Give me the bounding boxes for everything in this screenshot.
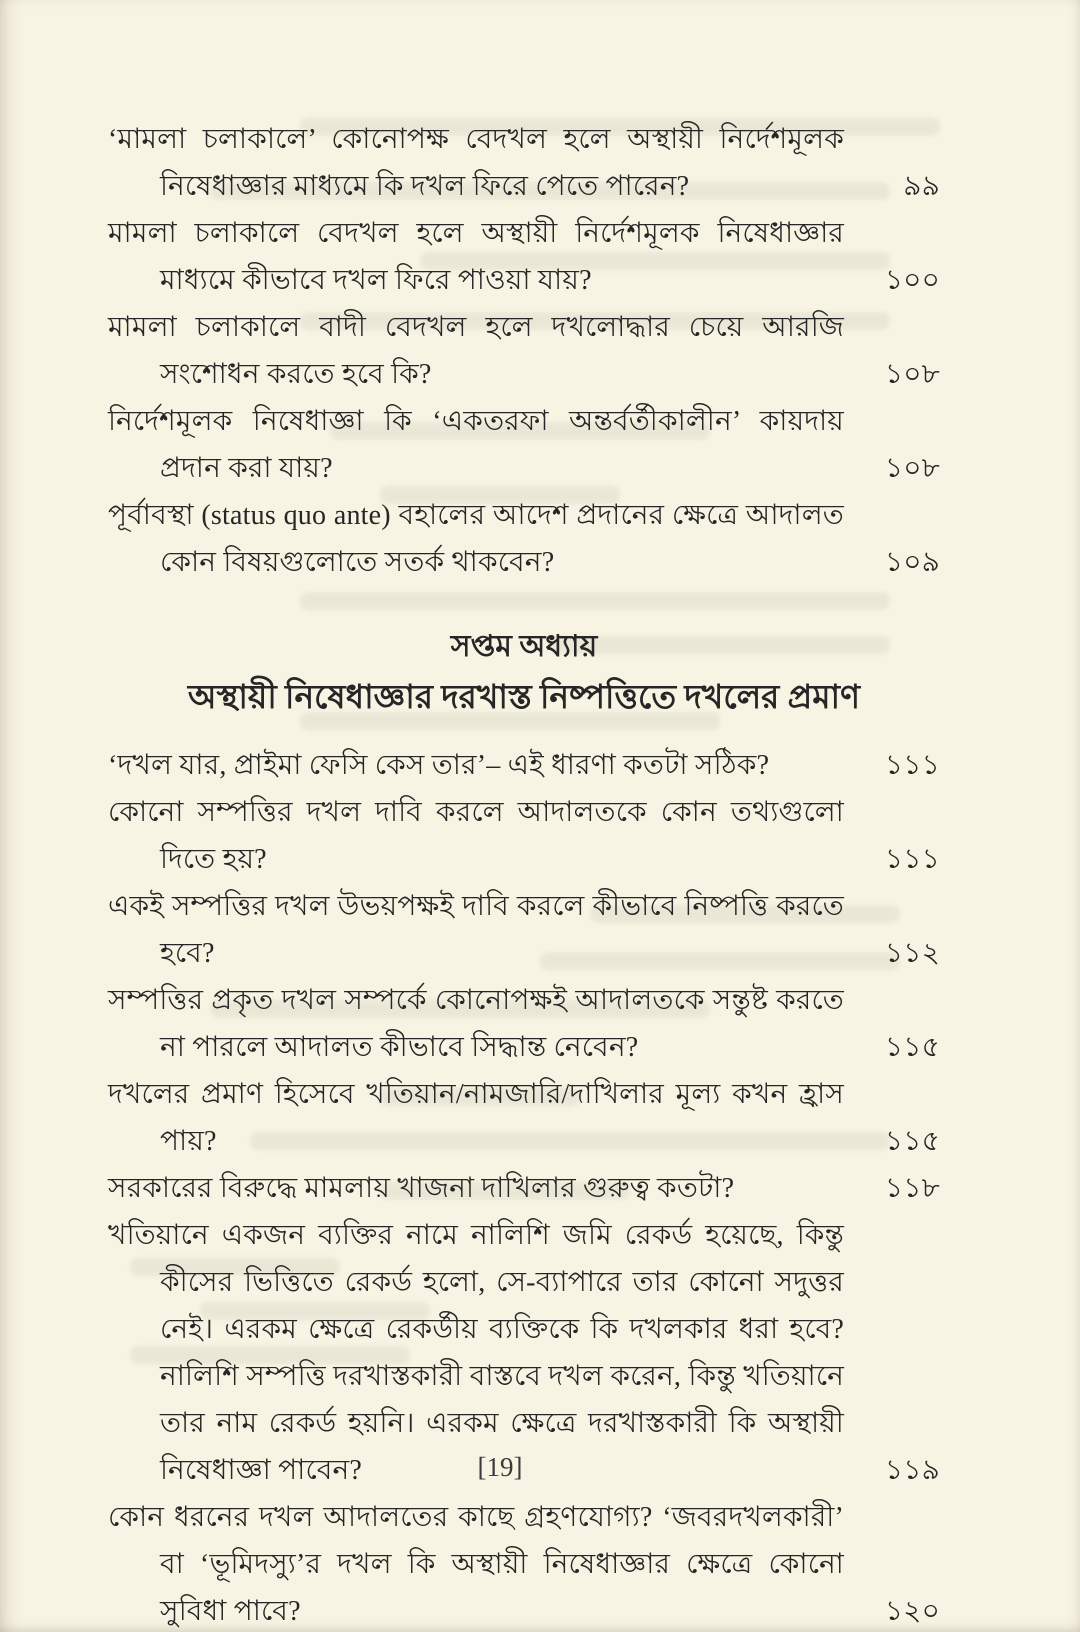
toc-entry-page-number: ১১৯	[884, 1455, 940, 1486]
toc-entry	[108, 304, 940, 398]
toc-entry-page-number: ১১১	[884, 750, 940, 781]
toc-entry-page-number: ১১৫	[884, 1032, 940, 1063]
toc-section-before-chapter	[108, 116, 940, 586]
toc-entry-text: ‘দখল যার, প্রাইমা ফেসি কেস তার’– এই ধারণা কতটা সঠিক?	[108, 750, 770, 781]
toc-entry-page-number: ১২০	[884, 1596, 940, 1627]
toc-entry-page-number: ১০৮	[884, 453, 940, 484]
toc-entry	[108, 1165, 940, 1212]
toc-entry-text: কোনো সম্পত্তির দখল দাবি করলে আদালতকে কোন তথ্যগুলো দিতে হয়?	[108, 797, 844, 875]
chapter-kicker: সপ্তম অধ্যায়	[450, 630, 598, 663]
toc-entry-text: পূর্বাবস্থা (status quo ante) বহালের আদেশ প্রদানের ক্ষেত্রে আদালত কোন বিষয়গুলোতে সতর্ক থাকবেন?	[108, 500, 844, 578]
toc-entry	[108, 977, 940, 1071]
toc-entry	[108, 1494, 940, 1632]
toc-entry	[108, 492, 940, 586]
toc-entry	[108, 742, 940, 789]
toc-entry	[108, 883, 940, 977]
page-footer	[0, 1452, 1000, 1483]
toc-section-after-chapter	[108, 742, 940, 1632]
toc-entry-page-number: ৯৯	[903, 171, 940, 202]
chapter-title: অস্থায়ী নিষেধাজ্ঞার দরখাস্ত নিষ্পত্তিতে দখলের প্রমাণ	[187, 680, 861, 716]
toc-entry-text: একই সম্পত্তির দখল উভয়পক্ষই দাবি করলে কীভাবে নিষ্পত্তি করতে হবে?	[108, 891, 844, 969]
toc-entry-text: দখলের প্রমাণ হিসেবে খতিয়ান/নামজারি/দাখিলার মূল্য কখন হ্রাস পায়?	[108, 1079, 844, 1157]
toc-entry-page-number: ১০০	[884, 265, 940, 296]
toc-entry-page-number: ১১৮	[884, 1173, 940, 1204]
toc-entry-page-number: ১১৫	[884, 1126, 940, 1157]
toc-entry-text: সরকারের বিরুদ্ধে মামলায় খাজনা দাখিলার গুরুত্ব কতটা?	[108, 1173, 735, 1204]
page-number-label: [19]	[477, 1452, 523, 1482]
toc-entry-page-number: ১১১	[884, 844, 940, 875]
table-of-contents	[108, 116, 940, 1632]
toc-entry-page-number: ১০৯	[884, 547, 940, 578]
toc-entry	[108, 1071, 940, 1165]
toc-entry-text: সম্পত্তির প্রকৃত দখল সম্পর্কে কোনোপক্ষই আদালতকে সন্তুষ্ট করতে না পারলে আদালত কীভাবে সিদ্ধান্ত নেবেন?	[108, 985, 844, 1063]
toc-entry	[108, 398, 940, 492]
chapter-heading	[108, 622, 940, 724]
toc-entry-text: খতিয়ানে একজন ব্যক্তির নামে নালিশি জমি রেকর্ড হয়েছে, কিন্তু কীসের ভিত্তিতে রেকর্ড হলো, সে-ব্যাপারে তার কোনো সদুত্তর নেই। এরকম ক্ষেত্রে রেকর্ডীয় ব্যক্তিকে কি দখলকার ধরা হবে? নালিশি সম্পত্তি দরখাস্তকারী বাস্তবে দখল করেন, কিন্তু খতিয়ানে তার নাম রেকর্ড হয়নি। এরকম ক্ষেত্রে দরখাস্তকারী কি অস্থায়ী নিষেধাজ্ঞা পাবেন?	[108, 1220, 844, 1486]
toc-entry-text: নির্দেশমূলক নিষেধাজ্ঞা কি ‘একতরফা অন্তর্বর্তীকালীন’ কায়দায় প্রদান করা যায়?	[108, 406, 844, 484]
toc-entry-text: ‘মামলা চলাকালে’ কোনোপক্ষ বেদখল হলে অস্থায়ী নির্দেশমূলক নিষেধাজ্ঞার মাধ্যমে কি দখল ফিরে পেতে পারেন?	[108, 124, 844, 202]
toc-entry	[108, 210, 940, 304]
toc-entry-text: মামলা চলাকালে বাদী বেদখল হলে দখলোদ্ধার চেয়ে আরজি সংশোধন করতে হবে কি?	[108, 312, 844, 390]
toc-entry-text: কোন ধরনের দখল আদালতের কাছে গ্রহণযোগ্য? ‘জবরদখলকারী’ বা ‘ভূমিদস্যু’র দখল কি অস্থায়ী নিষেধাজ্ঞার ক্ষেত্রে কোনো সুবিধা পাবে?	[108, 1502, 844, 1627]
toc-entry	[108, 789, 940, 883]
toc-entry-text: মামলা চলাকালে বেদখল হলে অস্থায়ী নির্দেশমূলক নিষেধাজ্ঞার মাধ্যমে কীভাবে দখল ফিরে পাওয়া যায়?	[108, 218, 844, 296]
toc-entry-page-number: ১১২	[884, 938, 940, 969]
toc-entry-page-number: ১০৮	[884, 359, 940, 390]
toc-entry	[108, 116, 940, 210]
